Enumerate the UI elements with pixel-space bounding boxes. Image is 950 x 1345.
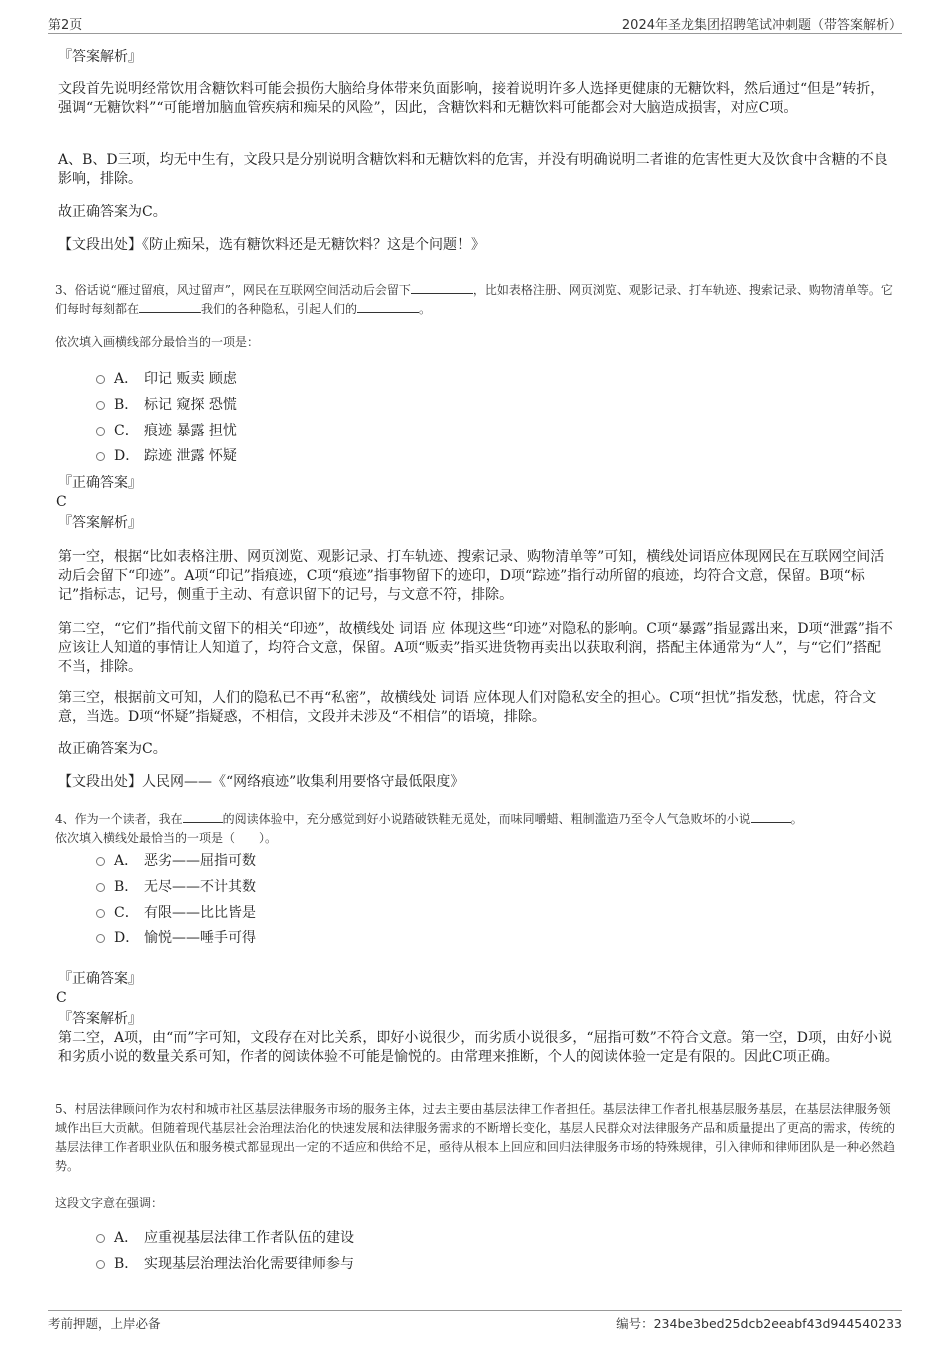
blank-line [357, 300, 419, 313]
q2-analysis-para2: A、B、D三项，均无中生有，文段只是分别说明含糖饮料和无糖饮料的危害，并没有明确说明二者谁的危害性更大及饮食中含糖的不良影响，排除。 [58, 152, 888, 187]
q3-option-c[interactable]: C． 痕迹 暴露 担忧 [96, 422, 237, 440]
page-number: 第2页 [48, 18, 83, 33]
radio-icon[interactable] [96, 401, 105, 410]
q5-stem: 5、村居法律顾问作为农村和城市社区基层法律服务市场的服务主体，过去主要由基层法律工作者担任。基层法律工作者扎根基层服务基层，在基层法律服务领域作出巨大贡献。但随着现代基层社会治理法治化的快速发展和法律服务需求的不断增长变化，基层人民群众对法律服务产品和质量提出了更高的需求，传统的基层法律工作者职业队伍和服务模式都显现出一定的不适应和供给不足，亟待从根本上回应和回归法律服务市场的特殊规律，引入律师和律师团队是一种必然趋势。 [55, 1102, 896, 1173]
blank-line [411, 281, 473, 294]
q4-option-c[interactable]: C． 有限——比比皆是 [96, 904, 256, 922]
footer-slogan: 考前押题，上岸必备 [48, 1316, 161, 1331]
radio-icon[interactable] [96, 427, 105, 436]
q3-conclusion: 故正确答案为C。 [58, 741, 167, 757]
q3-option-d[interactable]: D． 踪迹 泄露 怀疑 [96, 447, 237, 465]
q4-prompt: 依次填入横线处最恰当的一项是（ ）。 [55, 831, 278, 845]
q3-answer: C [56, 494, 67, 510]
q3-analysis-para1: 第一空，根据“比如表格注册、网页浏览、观影记录、打车轨迹、搜索记录、购物清单等”可知，横线处词语应体现网民在互联网空间活动后会留下“印迹”。A项“印记”指痕迹，C项“痕迹”指事物留下的迹印，D项“踪迹”指行动所留的痕迹，均符合文意，保留。B项“标记”指标志，记号，侧重于主动、有意识留下的记号，与文意不符，排除。 [58, 549, 885, 603]
q4-answer: C [56, 990, 67, 1006]
q3-analysis-label: 『答案解析』 [58, 515, 142, 531]
radio-icon[interactable] [96, 452, 105, 461]
q4-answer-label: 『正确答案』 [58, 971, 142, 987]
blank-line [139, 300, 201, 313]
radio-icon[interactable] [96, 909, 105, 918]
header-divider [48, 33, 902, 34]
q3-answer-label: 『正确答案』 [58, 475, 142, 491]
radio-icon[interactable] [96, 934, 105, 943]
q4-analysis-para1: 第二空，A项，由“而”字可知，文段存在对比关系，即好小说很少，而劣质小说很多，“屈指可数”不符合文意。第一空，D项，由好小说和劣质小说的数量关系可知，作者的阅读体验不可能是愉悦的。由常理来推断，个人的阅读体验一定是有限的。因此C项正确。 [58, 1030, 892, 1065]
q2-analysis-label: 『答案解析』 [58, 49, 142, 65]
q4-option-b[interactable]: B． 无尽——不计其数 [96, 878, 256, 896]
blank-line [751, 810, 791, 823]
q4-stem: 4、作为一个读者，我在 的阅读体验中，充分感觉到好小说踏破铁鞋无觅处，而味同嚼蜡、粗制滥造乃至令人气急败坏的小说 。 [55, 812, 803, 826]
q5-option-b[interactable]: B． 实现基层治理法治化需要律师参与 [96, 1255, 354, 1273]
radio-icon[interactable] [96, 375, 105, 384]
q3-source: 【文段出处】人民网——《“网络痕迹”收集利用要恪守最低限度》 [58, 774, 465, 790]
q4-analysis-label: 『答案解析』 [58, 1011, 142, 1027]
radio-icon[interactable] [96, 857, 105, 866]
q3-analysis-para2: 第二空，“它们”指代前文留下的相关“印迹”，故横线处 词语 应 体现这些“印迹”对隐私的影响。C项“暴露”指显露出来，D项“泄露”指不应该让人知道的事情让人知道了，均符合文意，保留。A项“贩卖”指买进货物再卖出以获取利润，搭配主体通常为“人”，与“它们”搭配不当，排除。 [58, 621, 893, 675]
q3-prompt: 依次填入画横线部分最恰当的一项是： [55, 335, 260, 349]
document-title: 2024年圣龙集团招聘笔试冲刺题（带答案解析） [621, 18, 902, 33]
q5-option-a[interactable]: A． 应重视基层法律工作者队伍的建设 [96, 1229, 354, 1247]
q4-option-a[interactable]: A． 恶劣——屈指可数 [96, 852, 256, 870]
blank-line [183, 810, 223, 823]
q3-stem: 3、俗话说“雁过留痕，风过留声”，网民在互联网空间活动后会留下 ，比如表格注册、网页浏览、观影记录、打车轨迹、搜索记录、购物清单等。它们每时每刻都在 我们的各种隐私，引起人们的 。 [55, 283, 893, 316]
q3-option-a[interactable]: A． 印记 贩卖 顾虑 [96, 370, 237, 388]
q2-analysis-para1: 文段首先说明经常饮用含糖饮料可能会损伤大脑给身体带来负面影响，接着说明许多人选择更健康的无糖饮料，然后通过“但是”转折，强调“无糖饮料”“可能增加脑血管疾病和痴呆的风险”，因此，含糖饮料和无糖饮料可能都会对大脑造成损害，对应C项。 [58, 81, 885, 116]
q5-prompt: 这段文字意在强调： [55, 1196, 164, 1210]
radio-icon[interactable] [96, 883, 105, 892]
q2-conclusion: 故正确答案为C。 [58, 204, 167, 220]
radio-icon[interactable] [96, 1234, 105, 1243]
radio-icon[interactable] [96, 1260, 105, 1269]
q3-option-b[interactable]: B． 标记 窥探 恐慌 [96, 396, 237, 414]
document-code: 编号：234be3bed25dcb2eeabf43d944540233 [616, 1316, 902, 1331]
q2-source: 【文段出处】《防止痴呆，选有糖饮料还是无糖饮料？这是个问题！》 [58, 237, 485, 253]
q4-option-d[interactable]: D． 愉悦——唾手可得 [96, 929, 256, 947]
q3-analysis-para3: 第三空，根据前文可知，人们的隐私已不再“私密”，故横线处 词语 应体现人们对隐私安全的担心。C项“担忧”指发愁，忧虑，符合文意，当选。D项“怀疑”指疑惑，不相信，文段并未涉及“不相信”的语境，排除。 [58, 690, 877, 725]
footer-divider [48, 1310, 902, 1311]
